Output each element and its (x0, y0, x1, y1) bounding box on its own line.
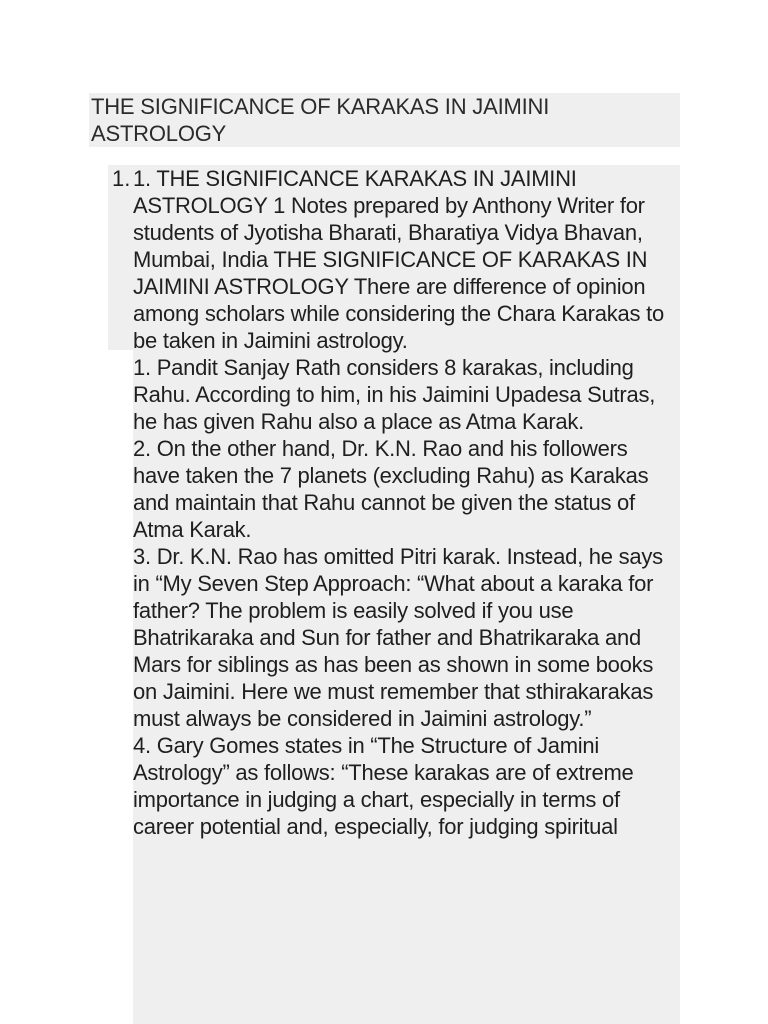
list-item (133, 165, 680, 840)
intro-paragraph: 1. THE SIGNIFICANCE KARAKAS IN JAIMINI ASTROLOGY 1 Notes prepared by Anthony Writer for students of Jyotisha Bharati, Bharatiya Vidya Bhavan, Mumbai, India THE SIGNIFICANCE OF KARAKAS IN JAIMINI ASTROLOGY There are difference of opinion among scholars while considering the Chara Karakas to be taken in Jaimini astrology. (133, 166, 664, 353)
title-block (89, 93, 680, 147)
list-item-number: 1. (112, 166, 131, 191)
point-2: 2. On the other hand, Dr. K.N. Rao and his followers have taken the 7 planets (excluding Rahu) as Karakas and maintain that Rahu cannot be given the status of Atma Karak. (133, 436, 649, 542)
document-title: THE SIGNIFICANCE OF KARAKAS IN JAIMINI ASTROLOGY (91, 94, 550, 146)
point-3: 3. Dr. K.N. Rao has omitted Pitri karak. Instead, he says in “My Seven Step Approach: “What about a karaka for father? The problem is easily solved if you use Bhatrikaraka and Sun for father and Bhatrikaraka and Mars for siblings as has been as shown in some books on Jaimini. Here we must remember that sthirakarakas must always be considered in Jaimini astrology.” (133, 544, 663, 731)
point-1: 1. Pandit Sanjay Rath considers 8 karakas, including Rahu. According to him, in his Jaimini Upadesa Sutras, he has given Rahu also a place as Atma Karak. (133, 355, 656, 434)
point-4: 4. Gary Gomes states in “The Structure of Jamini Astrology” as follows: “These karakas are of extreme importance in judging a chart, especially in terms of career potential and, especially, for judging spiritual (133, 733, 634, 839)
